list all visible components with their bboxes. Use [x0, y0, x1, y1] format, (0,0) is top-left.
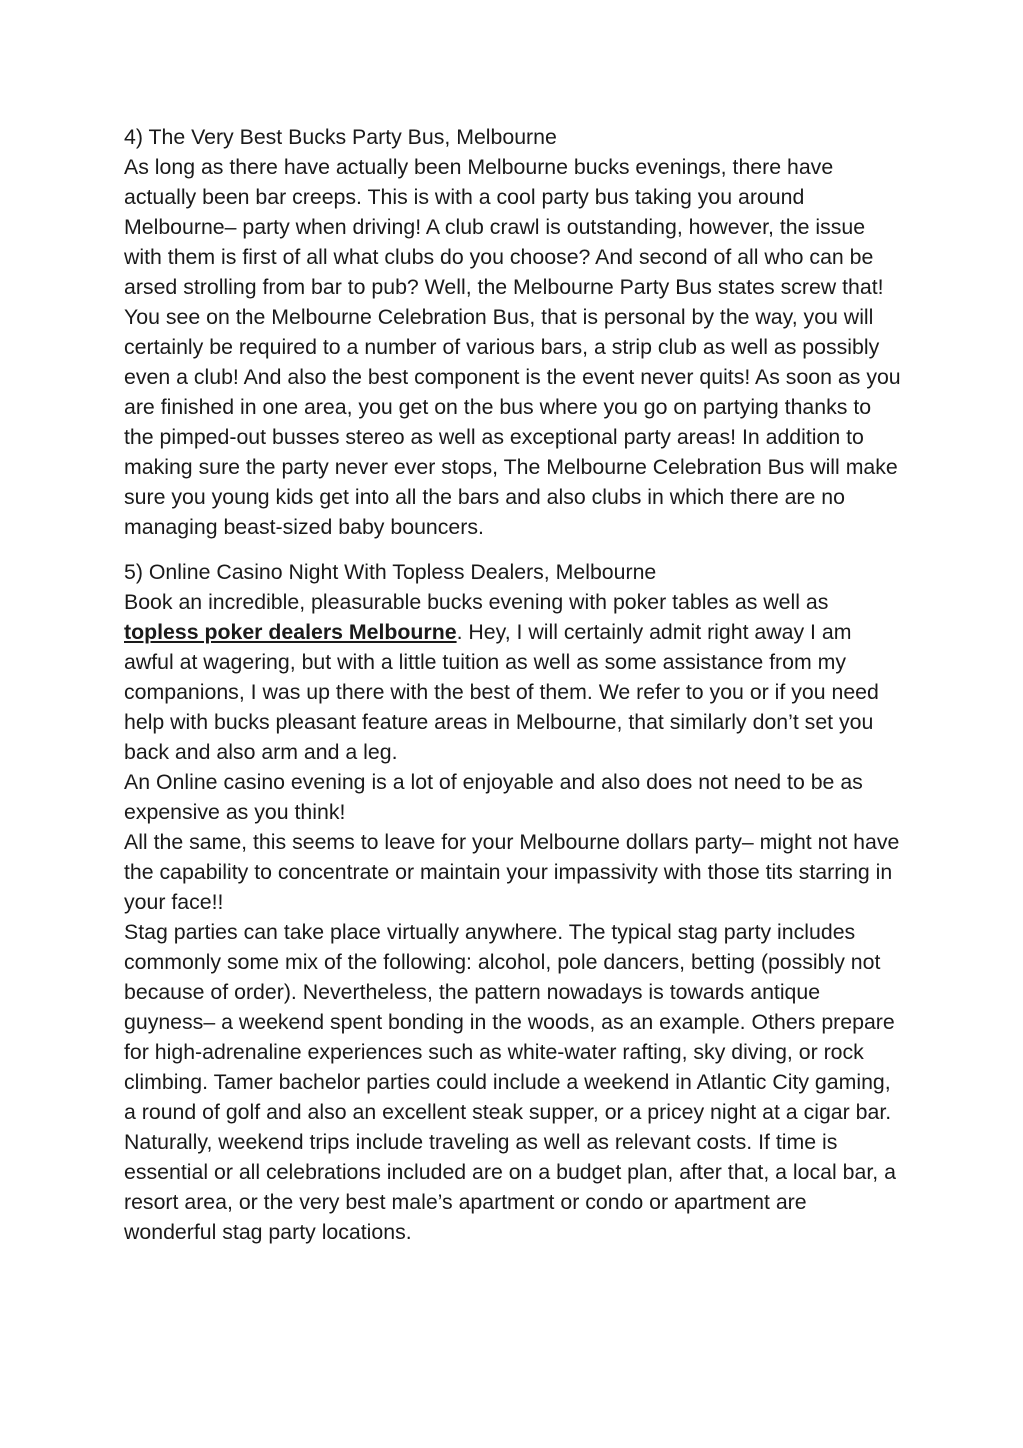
section-5-paragraph-2: An Online casino evening is a lot of enjoyable and also does not need to be as expensive as you think!	[124, 770, 863, 824]
section-5-paragraph-1	[124, 587, 904, 767]
section-5-paragraph-3: All the same, this seems to leave for your Melbourne dollars party– might not have the capability to concentrate or maintain your impassivity with those tits starring in your face!!	[124, 830, 900, 914]
section-5-paragraph-4: Stag parties can take place virtually anywhere. The typical stag party includes commonly some mix of the following: alcohol, pole dancers, betting (possibly not because of order). Nevertheless, the pattern nowadays is towards antique guyness– a weekend spent bonding in the woods, as an example. Others prepare for high-adrenaline experiences such as white-water rafting, sky diving, or rock climbing. Tamer bachelor parties could include a weekend in Atlantic City gaming, a round of golf and also an excellent steak supper, or a pricey night at a cigar bar. Naturally, weekend trips include traveling as well as relevant costs. If time is essential or all celebrations included are on a budget plan, after that, a local bar, a resort area, or the very best male’s apartment or condo or apartment are wonderful stag party locations.	[124, 920, 896, 1244]
section-4-paragraph: As long as there have actually been Melbourne bucks evenings, there have actually been bar creeps. This is with a cool party bus taking you around Melbourne– party when driving! A club crawl is outstanding, however, the issue with them is first of all what clubs do you choose? And second of all who can be arsed strolling from bar to pub? Well, the Melbourne Party Bus states screw that! You see on the Melbourne Celebration Bus, that is personal by the way, you will certainly be required to a number of various bars, a strip club as well as possibly even a club! And also the best component is the event never quits! As soon as you are finished in one area, you get on the bus where you go on partying thanks to the pimped-out busses stereo as well as exceptional party areas! In addition to making sure the party never ever stops, The Melbourne Celebration Bus will make sure you young kids get into all the bars and also clubs in which there are no managing beast-sized baby bouncers.	[124, 155, 901, 539]
paragraph-text-before-link: Book an incredible, pleasurable bucks evening with poker tables as well as	[124, 590, 829, 614]
topless-poker-dealers-link[interactable]: topless poker dealers Melbourne	[124, 620, 457, 644]
paragraph-text-after-link: . Hey, I will certainly admit right away I am awful at wagering, but with a little tuition as well as some assistance from my companions, I was up there with the best of them. We refer to you or if you need help with bucks pleasant feature areas in Melbourne, that similarly don’t set you back and also arm and a leg.	[124, 620, 879, 764]
section-4-heading: 4) The Very Best Bucks Party Bus, Melbourne	[124, 125, 557, 149]
document-page	[124, 122, 904, 1247]
section-4	[124, 122, 904, 542]
section-5	[124, 557, 904, 1247]
section-spacer	[124, 542, 904, 557]
section-5-heading: 5) Online Casino Night With Topless Dealers, Melbourne	[124, 560, 657, 584]
